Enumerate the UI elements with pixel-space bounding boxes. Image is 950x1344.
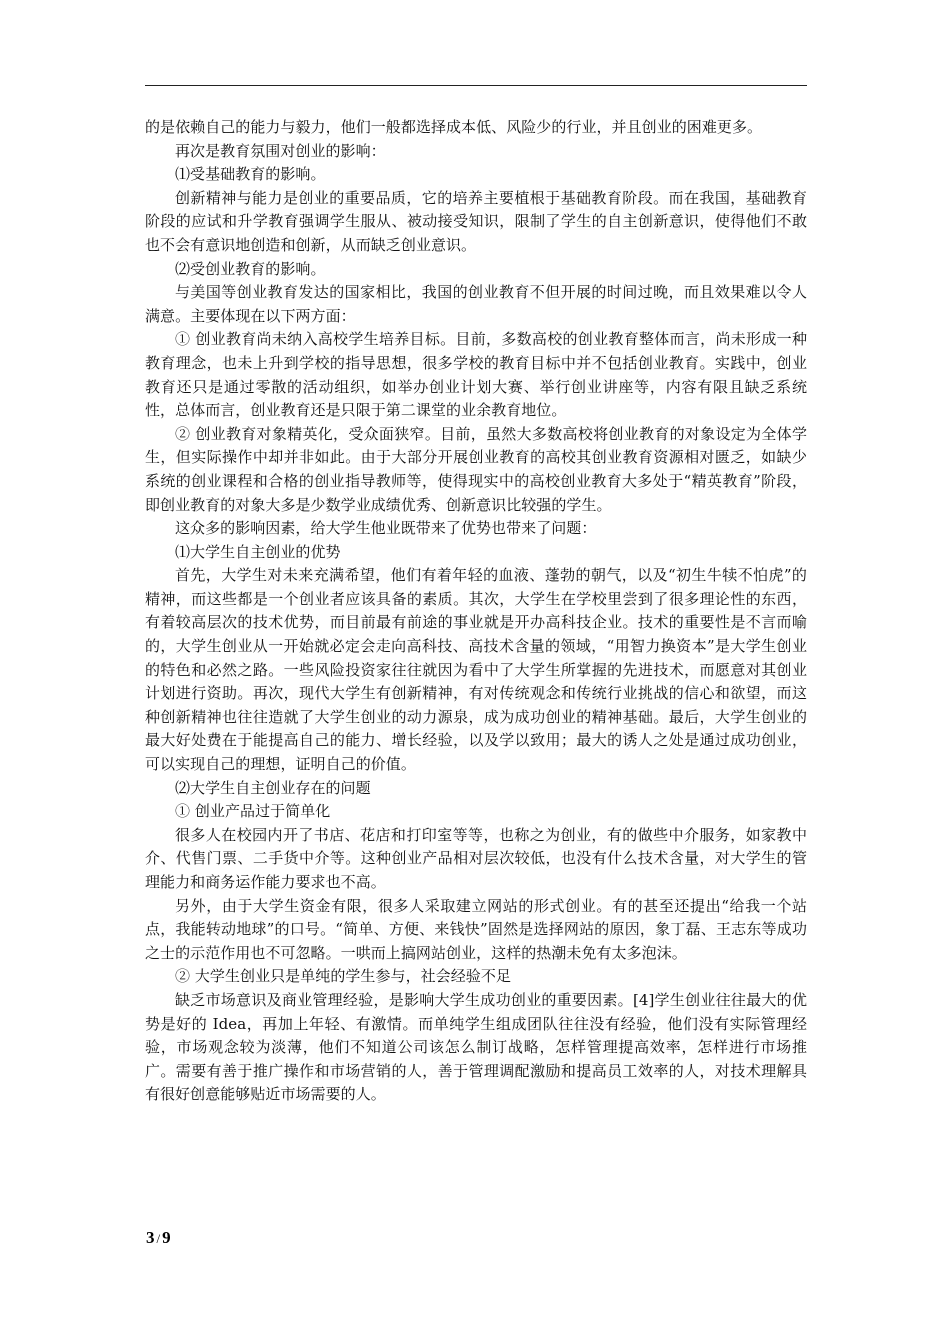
paragraph: 创新精神与能力是创业的重要品质，它的培养主要植根于基础教育阶段。而在我国，基础教育阶段的应试和升学教育强调学生服从、被动接受知识，限制了学生的自主创新意识，使得他们不敢也不会有意识地创造和创新，从而缺乏创业意识。 — [145, 188, 807, 254]
paragraph: 这众多的影响因素，给大学生他业既带来了优势也带来了问题： — [175, 519, 597, 538]
paragraph: ⑴大学生自主创业的优势 — [175, 542, 341, 561]
header-rule — [145, 85, 807, 86]
paragraph: 首先，大学生对未来充满希望，他们有着年轻的血液、蓬勃的朝气，以及“初生牛犊不怕虎”的精神，而这些都是一个创业者应该具备的素质。其次，大学生在学校里尝到了很多理论性的东西，有着较高层次的技术优势，而目前最有前途的事业就是开办高科技企业。技术的重要性是不言而喻的，大学生创业从一开始就必定会走向高科技、高技术含量的领域，“用智力换资本”是大学生创业的特色和必然之路。一些风险投资家往往就因为看中了大学生所掌握的先进技术，而愿意对其创业计划进行资助。再次，现代大学生有创新精神，有对传统观念和传统行业挑战的信心和欲望，而这种创新精神也往往造就了大学生创业的动力源泉，成为成功创业的精神基础。最后，大学生创业的最大好处费在于能提高自己的能力、增长经验，以及学以致用；最大的诱人之处是通过成功创业，可以实现自己的理想，证明自己的价值。 — [145, 566, 807, 774]
page-total: 9 — [162, 1228, 171, 1247]
page-number — [146, 1228, 171, 1248]
paragraph: ② 创业教育对象精英化，受众面狭窄。目前，虽然大多数高校将创业教育的对象设定为全体学生，但实际操作中却并非如此。由于大部分开展创业教育的高校其创业教育资源相对匮乏，如缺少系统的创业课程和合格的创业指导教师等，使得现实中的高校创业教育大多处于“精英教育”阶段，即创业教育的对象大多是少数学业成绩优秀、创新意识比较强的学生。 — [145, 424, 807, 514]
paragraph: 再次是教育氛围对创业的影响： — [175, 141, 386, 160]
body-text — [145, 116, 807, 1107]
paragraph: 很多人在校园内开了书店、花店和打印室等等，也称之为创业，有的做些中介服务，如家教中介、代售门票、二手货中介等。这种创业产品相对层次较低，也没有什么技术含量，对大学生的管理能力和商务运作能力要求也不高。 — [145, 825, 807, 891]
page-current: 3 — [146, 1228, 155, 1247]
paragraph: ⑵受创业教育的影响。 — [175, 259, 326, 278]
paragraph: ⑴受基础教育的影响。 — [175, 165, 326, 184]
page-separator: / — [156, 1231, 161, 1246]
paragraph: ⑵大学生自主创业存在的问题 — [175, 778, 371, 797]
paragraph: 另外，由于大学生资金有限，很多人采取建立网站的形式创业。有的甚至还提出“给我一个站点，我能转动地球”的口号。“简单、方便、来钱快”固然是选择网站的原因，象丁磊、王志东等成功之士的示范作用也不可忽略。一哄而上搞网站创业，这样的热潮未免有太多泡沫。 — [145, 896, 807, 962]
paragraph: 的是依赖自己的能力与毅力，他们一般都选择成本低、风险少的行业，并且创业的困难更多。 — [145, 118, 763, 136]
paragraph: 缺乏市场意识及商业管理经验，是影响大学生成功创业的重要因素。[4]学生创业往往最大的优势是好的 Idea，再加上年轻、有激情。而单纯学生组成团队往往没有经验，他们没有实际管理经验，市场观念较为淡薄，他们不知道公司该怎么制订战略，怎样管理提高效率，怎样进行市场推广。需要有善于推广操作和市场营销的人，善于管理调配激励和提高员工效率的人，对技术理解具有很好创意能够贴近市场需要的人。 — [145, 990, 807, 1104]
paragraph: ① 创业产品过于简单化 — [175, 802, 331, 821]
paragraph: 与美国等创业教育发达的国家相比，我国的创业教育不但开展的时间过晚，而且效果难以令人满意。主要体现在以下两方面： — [145, 283, 807, 325]
paragraph: ② 大学生创业只是单纯的学生参与，社会经验不足 — [175, 967, 511, 986]
paragraph: ① 创业教育尚未纳入高校学生培养目标。目前，多数高校的创业教育整体而言，尚未形成一种教育理念，也未上升到学校的指导思想，很多学校的教育目标中并不包括创业教育。实践中，创业教育还只是通过零散的活动组织，如举办创业计划大赛、举行创业讲座等，内容有限且缺乏系统性，总体而言，创业教育还是只限于第二课堂的业余教育地位。 — [145, 330, 807, 420]
